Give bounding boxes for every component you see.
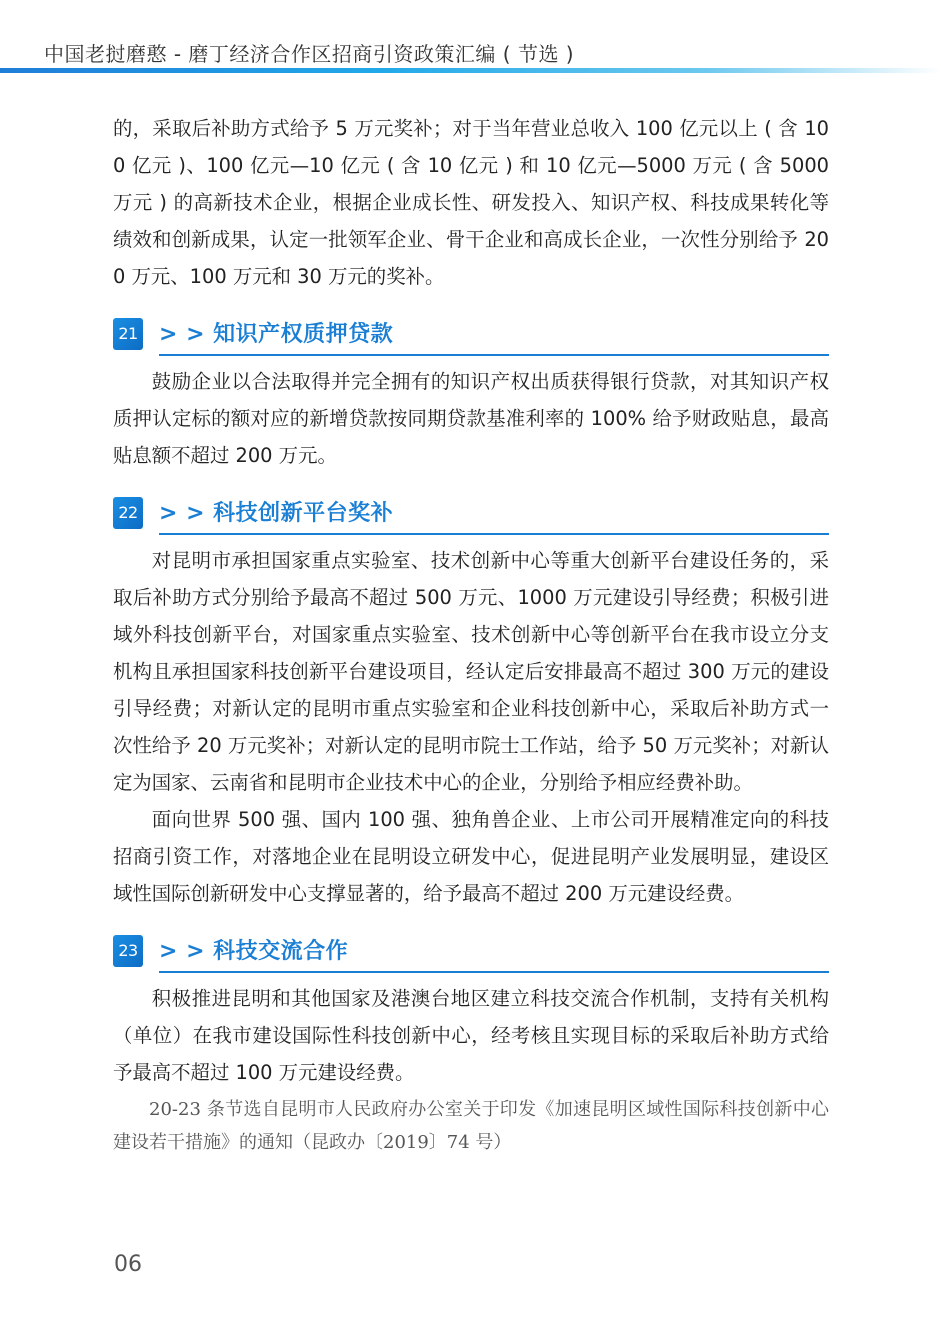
- document-title: 中国老挝磨憨 - 磨丁经济合作区招商引资政策汇编 ( 节选 ): [44, 42, 575, 66]
- section-title: > > 知识产权质押贷款: [159, 322, 394, 347]
- section-number-badge: 22: [113, 497, 143, 529]
- intro-paragraph: 的，采取后补助方式给予 5 万元奖补；对于当年营业总收入 100 亿元以上 ( 含 100 亿元 )、100 亿元—10 亿元 ( 含 10 亿元 ) 和 10 亿元—5000 万元 ( 含 5000 万元 ) 的高新技术企业，根据企业成长性、研发投入、知识产权、科技成果转化等绩效和创新成果，认定一批领军企业、骨干企业和高成长企业，一次性分别给予 200 万元、100 万元和 30 万元的奖补。: [113, 117, 829, 288]
- section-heading: [113, 315, 829, 355]
- section-title: > > 科技创新平台奖补: [159, 501, 394, 526]
- section-underline: [159, 354, 829, 356]
- page-number: 06: [114, 1252, 142, 1277]
- section-heading: [113, 932, 829, 972]
- section-title: > > 科技交流合作: [159, 939, 349, 964]
- section-23: [113, 932, 829, 1091]
- section-22: [113, 494, 829, 912]
- section-number-badge: 21: [113, 318, 143, 350]
- page-header: [0, 0, 941, 80]
- section-paragraph: 鼓励企业以合法取得并完全拥有的知识产权出质获得银行贷款，对其知识产权质押认定标的额对应的新增贷款按同期贷款基准利率的 100% 给予财政贴息，最高贴息额不超过 200 万元。: [113, 370, 829, 467]
- header-divider: [0, 68, 941, 73]
- section-21: [113, 315, 829, 474]
- page-content: [113, 110, 829, 1159]
- section-paragraph: 面向世界 500 强、国内 100 强、独角兽企业、上市公司开展精准定向的科技招商引资工作，对落地企业在昆明设立研发中心，促进昆明产业发展明显，建设区域性国际创新研发中心支撑显著的，给予最高不超过 200 万元建设经费。: [113, 808, 829, 905]
- source-note: 20-23 条节选自昆明市人民政府办公室关于印发《加速昆明区域性国际科技创新中心建设若干措施》的通知（昆政办〔2019〕74 号）: [113, 1099, 829, 1153]
- section-heading: [113, 494, 829, 534]
- section-underline: [159, 971, 829, 973]
- section-number-badge: 23: [113, 935, 143, 967]
- section-paragraph: 对昆明市承担国家重点实验室、技术创新中心等重大创新平台建设任务的，采取后补助方式分别给予最高不超过 500 万元、1000 万元建设引导经费；积极引进域外科技创新平台，对国家重点实验室、技术创新中心等创新平台在我市设立分支机构且承担国家科技创新平台建设项目，经认定后安排最高不超过 300 万元的建设引导经费；对新认定的昆明市重点实验室和企业科技创新中心，采取后补助方式一次性给予 20 万元奖补；对新认定的昆明市院士工作站，给予 50 万元奖补；对新认定为国家、云南省和昆明市企业技术中心的企业，分别给予相应经费补助。: [113, 549, 829, 794]
- section-paragraph: 积极推进昆明和其他国家及港澳台地区建立科技交流合作机制，支持有关机构（单位）在我市建设国际性科技创新中心，经考核且实现目标的采取后补助方式给予最高不超过 100 万元建设经费。: [113, 987, 829, 1084]
- section-underline: [159, 533, 829, 535]
